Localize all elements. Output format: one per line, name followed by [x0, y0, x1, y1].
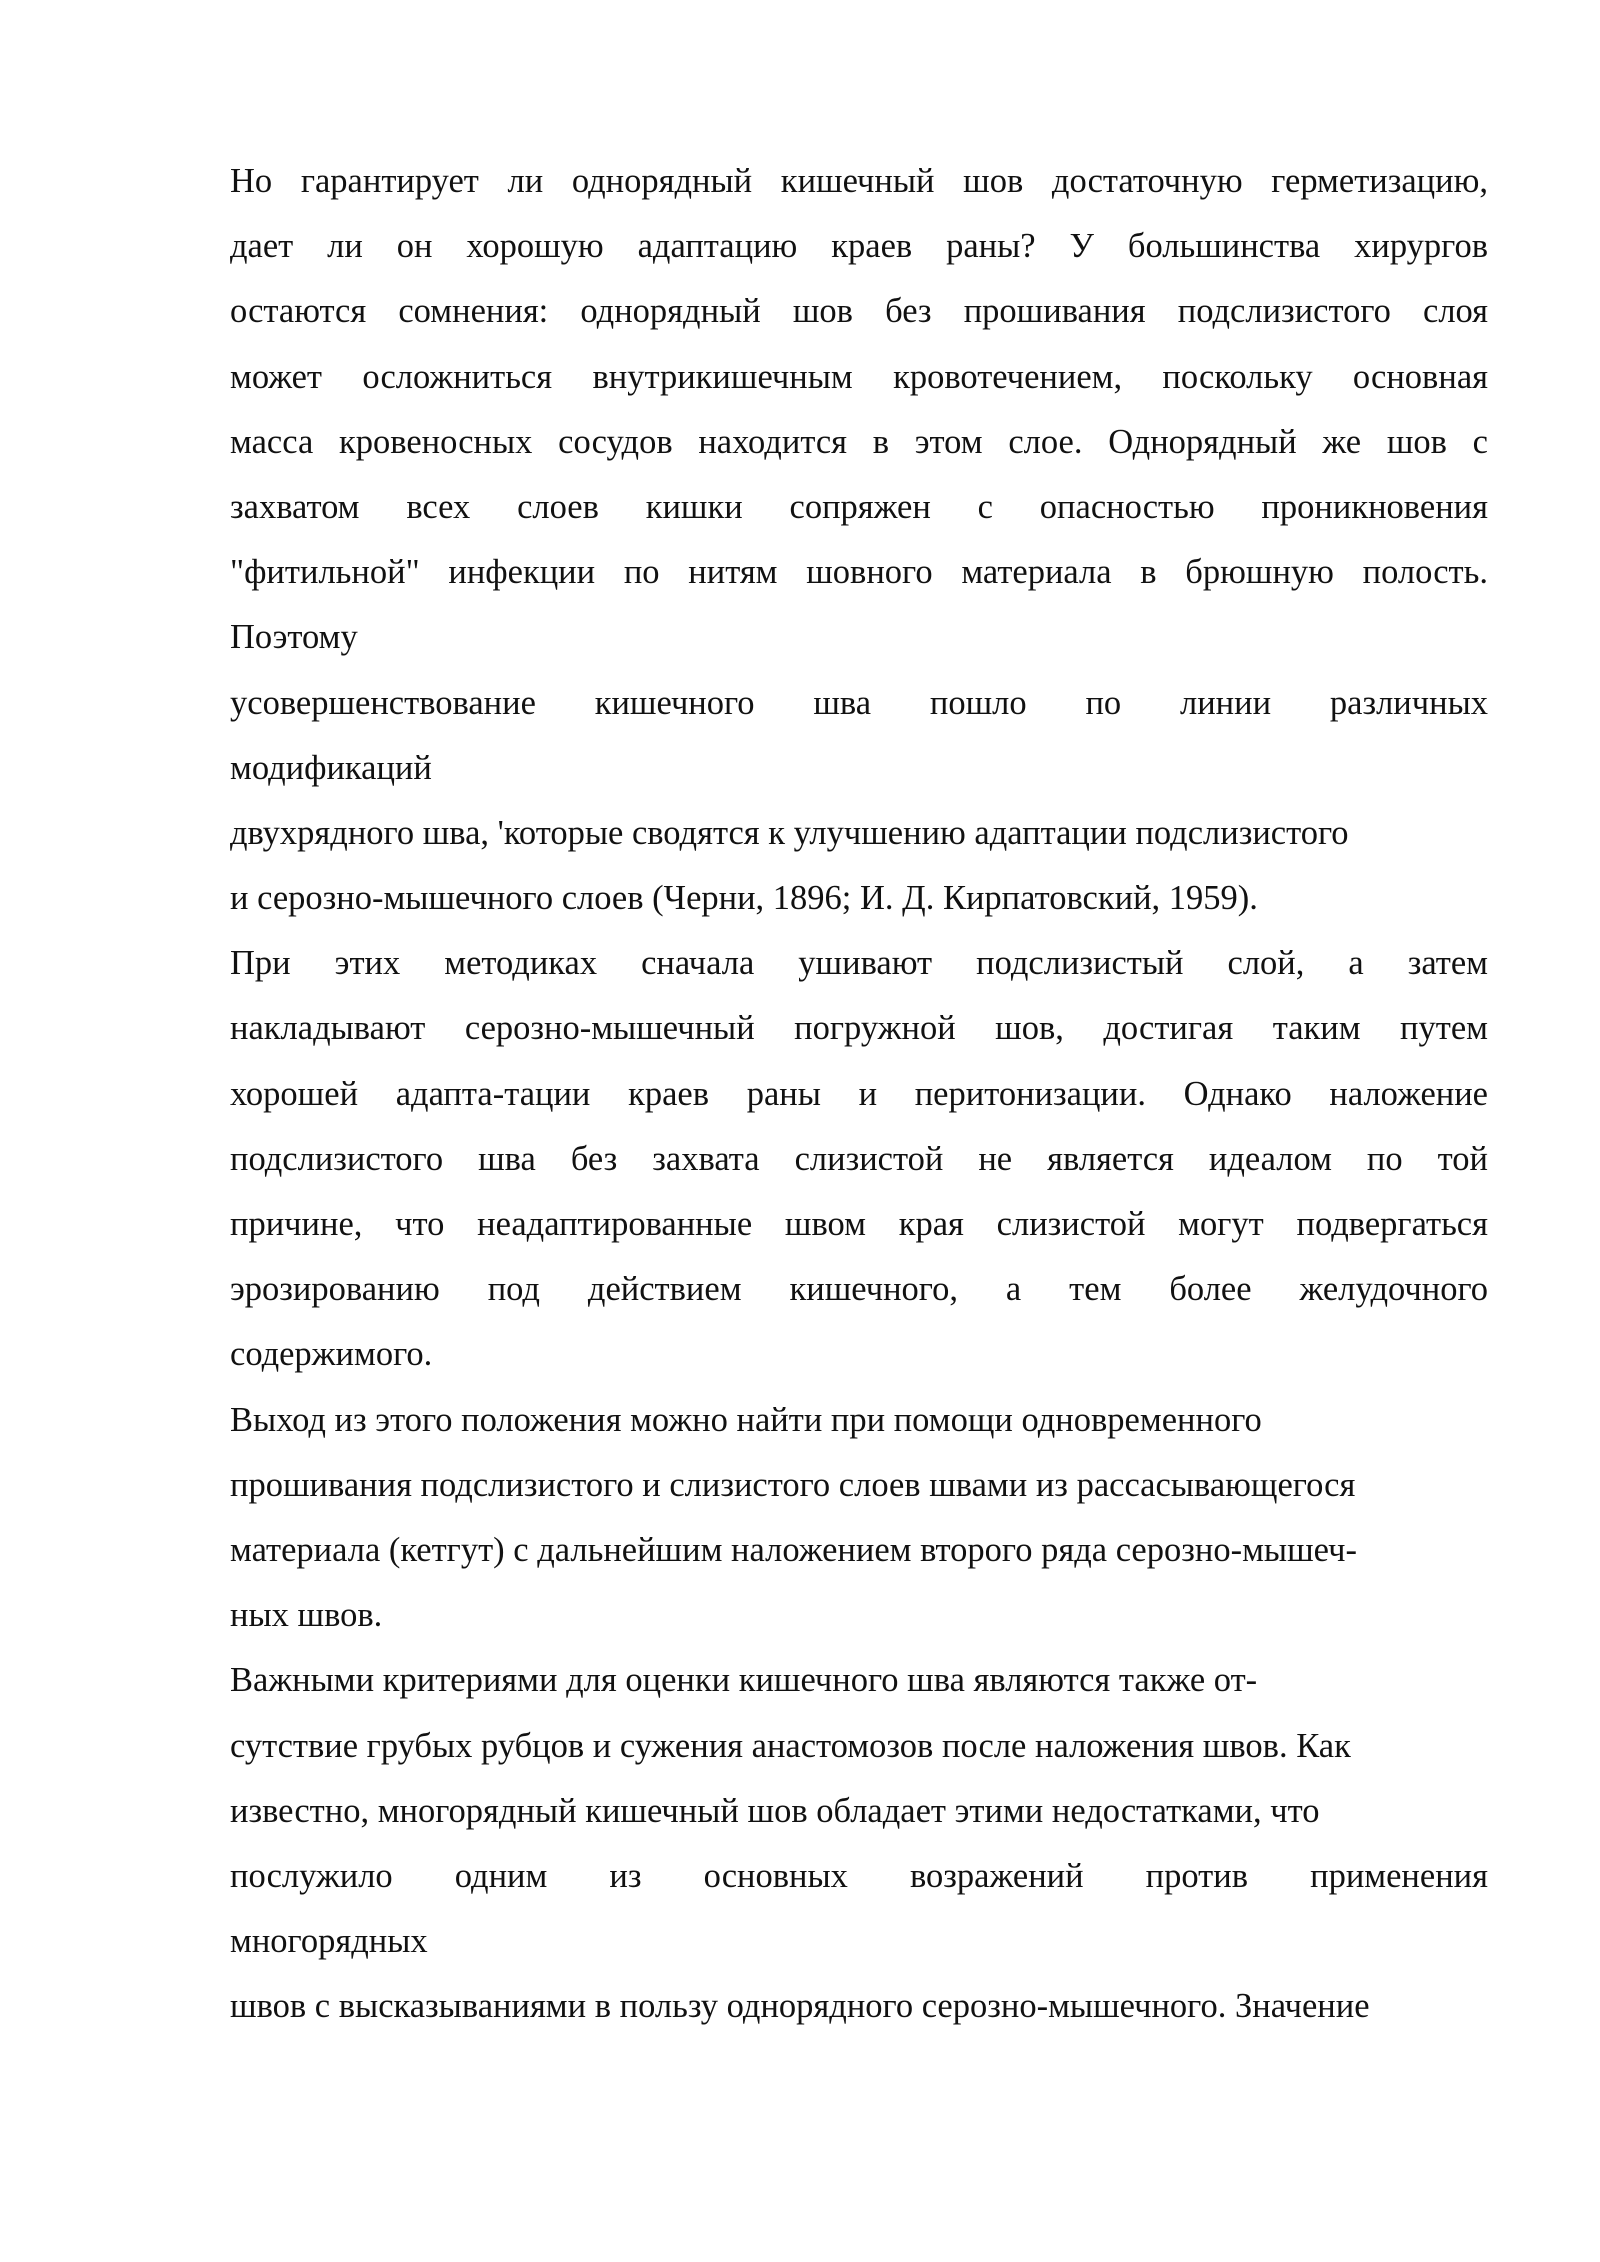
text-line: многорядных: [230, 1922, 428, 1961]
text-line: При этих методиках сначала ушивают подслизистый слой, а затем: [230, 944, 1488, 983]
text-line: усовершенствование кишечного шва пошло по линии различных: [230, 683, 1488, 722]
text-line: может осложниться внутрикишечным кровотечением, поскольку основная: [230, 357, 1488, 396]
text-line: швов с высказываниями в пользу однорядного серозно-мышечного. Значение: [230, 1987, 1370, 2026]
text-line: эрозированию под действием кишечного, а тем более желудочного: [230, 1270, 1488, 1309]
text-line: Поэтому: [230, 618, 358, 657]
text-line: хорошей адапта-тации краев раны и перитонизации. Однако наложение: [230, 1074, 1488, 1113]
text-line: прошивания подслизистого и слизистого слоев швами из рассасывающегося: [230, 1465, 1356, 1504]
text-line: дает ли он хорошую адаптацию краев раны? У большинства хирургов: [230, 227, 1488, 266]
text-line: подслизистого шва без захвата слизистой не является идеалом по той: [230, 1139, 1488, 1178]
document-body-text: [230, 149, 1488, 2039]
text-line: содержимого.: [230, 1335, 433, 1374]
text-line: остаются сомнения: однорядный шов без прошивания подслизистого слоя: [230, 292, 1488, 331]
text-line: Важными критериями для оценки кишечного шва являются также от-: [230, 1661, 1258, 1700]
text-line: послужило одним из основных возражений против применения: [230, 1856, 1488, 1895]
text-line: и серозно-мышечного слоев (Черни, 1896; И. Д. Кирпатовский, 1959).: [230, 879, 1258, 918]
text-line: Выход из этого положения можно найти при помощи одновременного: [230, 1400, 1262, 1439]
text-line: причине, что неадаптированные швом края слизистой могут подвергаться: [230, 1205, 1488, 1243]
text-line: известно, многорядный кишечный шов обладает этими недостатками, что: [230, 1791, 1320, 1830]
text-line: материала (кетгут) с дальнейшим наложением второго ряда серозно-мышеч-: [230, 1530, 1357, 1569]
text-line: "фитильной" инфекции по нитям шовного материала в брюшную полость.: [230, 553, 1488, 592]
text-line: масса кровеносных сосудов находится в этом слое. Однорядный же шов с: [230, 422, 1488, 461]
text-line: сутствие грубых рубцов и сужения анастомозов после наложения швов. Как: [230, 1726, 1351, 1765]
text-line: ных швов.: [230, 1596, 383, 1635]
text-line: накладывают серозно-мышечный погружной шов, достигая таким путем: [230, 1009, 1488, 1048]
text-line: двухрядного шва, 'которые сводятся к улучшению адаптации подслизистого: [230, 813, 1349, 852]
text-line: модификаций: [230, 748, 432, 787]
text-line: захватом всех слоев кишки сопряжен с опасностью проникновения: [230, 487, 1488, 526]
text-line: Но гарантирует ли однорядный кишечный шов достаточную герметизацию,: [230, 162, 1488, 200]
